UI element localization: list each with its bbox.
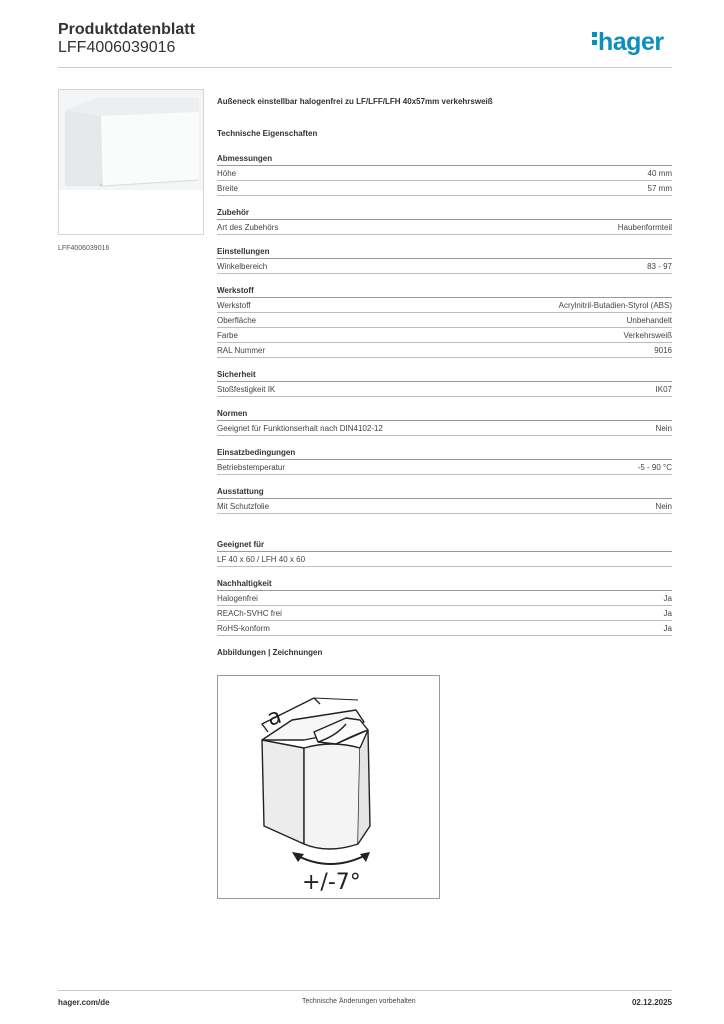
spec-label: RoHS-konform [217,624,270,633]
spec-label: Mit Schutzfolie [217,502,270,511]
corner-piece-photo-icon [59,90,203,234]
spec-label: Breite [217,184,238,193]
spec-row [217,382,672,397]
product-code: LFF4006039016 [58,39,176,56]
section-heading: Nachhaltigkeit [217,579,672,591]
spec-label: RAL Nummer [217,346,266,355]
footer-date: 02.12.2025 [631,998,672,1007]
section-dimensions [217,154,672,196]
section-heading: Ausstattung [217,487,672,499]
section-heading: Geeignet für [217,540,672,552]
section-operating-conditions [217,448,672,475]
header-divider [58,67,672,68]
section-standards [217,409,672,436]
spec-label: Art des Zubehörs [217,223,279,232]
section-material [217,286,672,358]
section-accessory [217,208,672,235]
spec-value: 83 - 97 [647,262,672,271]
corner-drawing-icon [218,676,439,898]
spec-label: Geeignet für Funktionserhalt nach DIN4102-12 [217,424,383,433]
section-heading: Sicherheit [217,370,672,382]
angle-label: +/-7° [302,870,361,895]
figures-heading: Abbildungen | Zeichnungen [217,648,323,657]
spec-label: Halogenfrei [217,594,258,603]
section-heading: Abmessungen [217,154,672,166]
spec-label: Oberfläche [217,316,257,325]
spec-label: Höhe [217,169,237,178]
footer-website: hager.com/de [58,998,110,1007]
spec-row [217,259,672,274]
spec-value: IK07 [655,385,672,394]
spec-value: Ja [663,609,672,618]
section-equipment [217,487,672,514]
section-suitable-for [217,540,672,567]
section-heading: Normen [217,409,672,421]
section-sustainability [217,579,672,636]
spec-value: 9016 [654,346,672,355]
spec-value: -5 - 90 °C [637,463,672,472]
spec-row [217,220,672,235]
spec-column [217,97,672,657]
section-settings [217,247,672,274]
spec-row [217,343,672,358]
spec-row [217,606,672,621]
spec-value: Haubenformteil [617,223,672,232]
spec-row [217,313,672,328]
spec-label: Farbe [217,331,238,340]
spec-label: Werkstoff [217,301,251,310]
spec-label: Betriebstemperatur [217,463,286,472]
technical-heading: Technische Eigenschaften [217,129,318,138]
spec-value: Nein [655,502,672,511]
spec-label: Stoßfestigkeit IK [217,385,276,394]
footer-divider [58,990,672,991]
logo-text: hager [598,28,664,56]
product-image [58,89,204,235]
spec-row [217,499,672,514]
logo-dots-icon [592,29,598,48]
hager-logo [592,28,664,57]
spec-value: 57 mm [647,184,672,193]
product-description: Außeneck einstellbar halogenfrei zu LF/LFF/LFH 40x57mm verkehrsweiß [217,97,493,106]
spec-row [217,328,672,343]
spec-value: Ja [663,594,672,603]
spec-row [217,552,672,567]
dimension-a-label: a [264,703,285,732]
spec-label: REACh-SVHC frei [217,609,282,618]
spec-row [217,166,672,181]
spec-label: Winkelbereich [217,262,268,271]
image-caption: LFF4006039016 [58,245,110,252]
spec-label: LF 40 x 60 / LFH 40 x 60 [217,555,306,564]
spec-value: Ja [663,624,672,633]
spec-row [217,298,672,313]
page-title: Produktdatenblatt [58,21,195,38]
footer-disclaimer: Technische Änderungen vorbehalten [302,998,416,1005]
section-heading: Zubehör [217,208,672,220]
spec-row [217,421,672,436]
spec-value: 40 mm [647,169,672,178]
spec-row [217,591,672,606]
spec-value: Verkehrsweiß [623,331,672,340]
section-heading: Einsatzbedingungen [217,448,672,460]
spec-row [217,621,672,636]
section-heading: Werkstoff [217,286,672,298]
spec-row [217,181,672,196]
spec-value: Nein [655,424,672,433]
spec-row [217,460,672,475]
spec-value: Unbehandelt [626,316,672,325]
section-safety [217,370,672,397]
technical-drawing [217,675,440,899]
spec-value: Acrylnitril-Butadien-Styrol (ABS) [558,301,672,310]
section-heading: Einstellungen [217,247,672,259]
